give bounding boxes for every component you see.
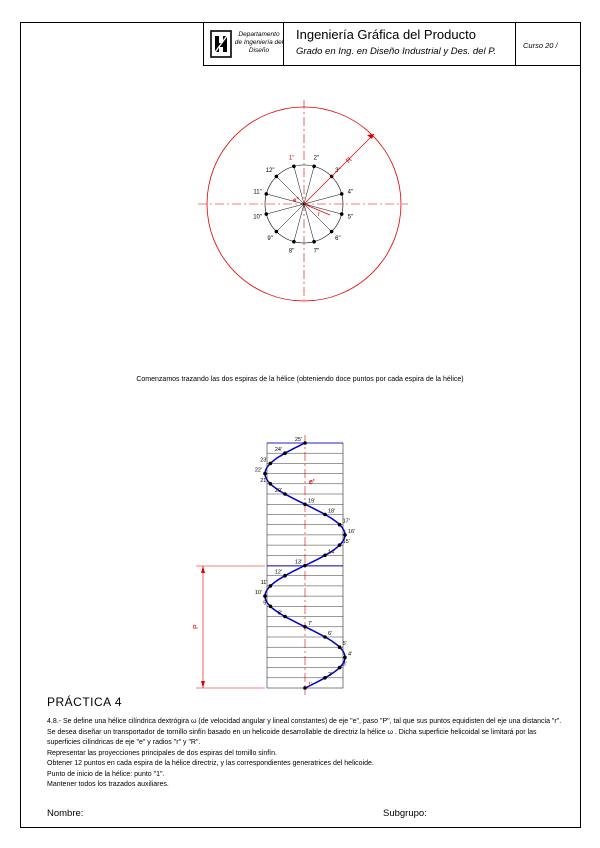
plan-radius	[276, 204, 304, 232]
elevation-point-label: 21'	[260, 477, 268, 484]
statement-line: Representar las proyecciones principales de dos espiras del tornillo sinfín.	[47, 749, 277, 757]
pitch-label: P	[193, 624, 200, 629]
drawing-caption: Comenzamos trazando las dos espiras de la hélice (obteniendo doce puntos por cada espira de la hélice)	[136, 376, 464, 383]
elevation-point-label: 17'	[342, 518, 350, 525]
radius-R-label: R	[345, 156, 354, 165]
plan-point	[265, 212, 269, 216]
elevation-point	[323, 513, 327, 517]
elevation-point-label: 22'	[254, 467, 262, 474]
radius-r-line	[304, 204, 330, 215]
arrow-up-icon	[201, 566, 205, 573]
statement-line: Mantener todos los trazados auxiliares.	[47, 781, 169, 788]
plan-point-label: 7"	[313, 248, 320, 255]
plan-radius	[294, 204, 304, 242]
elevation-axis-label: e'	[309, 479, 315, 486]
elevation-point	[269, 584, 273, 588]
plan-radius	[304, 166, 314, 204]
plan-point-label: 11"	[253, 189, 262, 196]
elevation-point	[303, 625, 307, 629]
plan-radius	[266, 204, 304, 214]
plan-radius	[304, 204, 342, 214]
elevation-point	[323, 554, 327, 558]
elevation-point-label: 24'	[274, 447, 282, 454]
elevation-point-label: 3'	[342, 661, 347, 668]
plan-point	[312, 240, 316, 244]
plan-point	[340, 192, 344, 196]
elevation-point-label: 2'	[328, 671, 333, 678]
plan-point-label: 5"	[347, 214, 354, 221]
subgroup-field-label: Subgrupo:	[383, 808, 427, 819]
plan-axis-label: e"	[293, 198, 300, 204]
elevation-point	[303, 564, 307, 568]
elevation-point-label: 20'	[274, 488, 282, 494]
plan-point-label: 9"	[267, 235, 273, 242]
plan-point	[265, 192, 269, 196]
elevation-point	[343, 533, 347, 537]
arrow-down-icon	[201, 681, 205, 688]
plan-radius	[304, 204, 314, 242]
plan-point-label: 10"	[253, 214, 263, 221]
elevation-point	[323, 635, 327, 639]
elevation-point	[283, 574, 287, 578]
elevation-point-label: 14'	[328, 549, 336, 556]
elevation-point	[303, 686, 307, 690]
radius-R-line	[304, 134, 374, 204]
elevation-point-label: 4'	[348, 651, 353, 658]
elevation-point-label: 10'	[254, 590, 262, 597]
elevation-point-label: 25'	[294, 437, 302, 443]
elevation-point	[263, 594, 267, 598]
practice-statement	[47, 717, 567, 791]
elevation-point	[338, 645, 342, 649]
elevation-point	[343, 656, 347, 660]
elevation-point-label: 7'	[308, 620, 313, 627]
elevation-point	[323, 676, 327, 680]
elevation-point-label: 9'	[263, 600, 268, 607]
elevation-point-label: 11'	[260, 579, 268, 586]
plan-radius	[304, 194, 342, 204]
pitch-dimension	[193, 566, 268, 688]
elevation-view	[193, 435, 355, 695]
plan-point-label: 12"	[265, 168, 275, 175]
statement-line: Se desea diseñar un transportador de tornillo sinfín basado en un helicoide desarrollable de directriz la hélice ω . Dicha superficie helicoidal se limitará por las superficies cilíndricas de eje "e" y radios "r" y "R".	[47, 728, 537, 746]
elevation-point	[303, 503, 307, 507]
plan-point	[275, 230, 279, 234]
plan-point-label: 8"	[288, 248, 295, 255]
elevation-point-label: 13'	[294, 559, 302, 566]
statement-line: Punto de inicio de la hélice: punto "1".	[47, 770, 165, 778]
elevation-point-label: 23'	[260, 457, 268, 464]
elevation-point	[338, 543, 342, 547]
elevation-point-label: 19'	[308, 498, 316, 505]
elevation-point	[303, 441, 307, 445]
plan-point-label: 1"	[288, 155, 295, 162]
plan-point-label: 3"	[335, 168, 341, 175]
course-title: Ingeniería Gráfica del Producto	[296, 27, 476, 42]
practice-title: PRÁCTICA 4	[47, 695, 123, 709]
elevation-point-label: 16'	[348, 528, 356, 535]
plan-radius	[276, 176, 304, 204]
plan-point	[330, 230, 334, 234]
elevation-point-label: 1'	[308, 682, 313, 688]
department-name: Departamento de Ingeniería del Diseño	[234, 31, 284, 54]
elevation-point	[263, 472, 267, 476]
plan-point	[292, 165, 296, 169]
plan-view	[198, 100, 408, 301]
elevation-point-label: 8'	[277, 610, 282, 617]
elevation-point-label: 6'	[328, 631, 333, 637]
plan-point	[275, 175, 279, 179]
elevation-point	[269, 482, 273, 486]
elevation-point	[269, 605, 273, 609]
elevation-point	[283, 492, 287, 496]
elevation-point	[338, 523, 342, 527]
plan-point	[312, 165, 316, 169]
statement-line: Obtener 12 puntos en cada espira de la hélice directriz, y las correspondientes generatrices del helicoide.	[47, 760, 374, 767]
elevation-point-label: 12'	[274, 569, 282, 576]
radius-r-label: r	[318, 212, 320, 218]
elevation-point	[283, 615, 287, 619]
elevation-point-label: 18'	[328, 508, 336, 515]
plan-point	[292, 240, 296, 244]
elevation-point-label: 5'	[342, 641, 347, 648]
elevation-point	[269, 462, 273, 466]
degree-subtitle: Grado en Ing. en Diseño Industrial y Des. del P.	[296, 46, 496, 57]
plan-point-label: 4"	[347, 189, 354, 196]
statement-line: 4.8.- Se define una hélice cilíndrica dextrógira ω (de velocidad angular y lineal constantes) de eje "e", paso "P", tal que sus puntos equidisten del eje una distancia "r".	[47, 718, 562, 725]
radius-arrowhead-icon	[367, 134, 374, 139]
name-field-label: Nombre:	[47, 808, 84, 819]
plan-point-label: 2"	[313, 155, 320, 162]
elevation-point-label: 15'	[342, 539, 350, 546]
course-year: Curso 20 /	[523, 41, 558, 50]
plan-point	[340, 212, 344, 216]
elevation-point	[338, 666, 342, 670]
elevation-point	[283, 451, 287, 455]
plan-point-label: 6"	[335, 235, 341, 242]
